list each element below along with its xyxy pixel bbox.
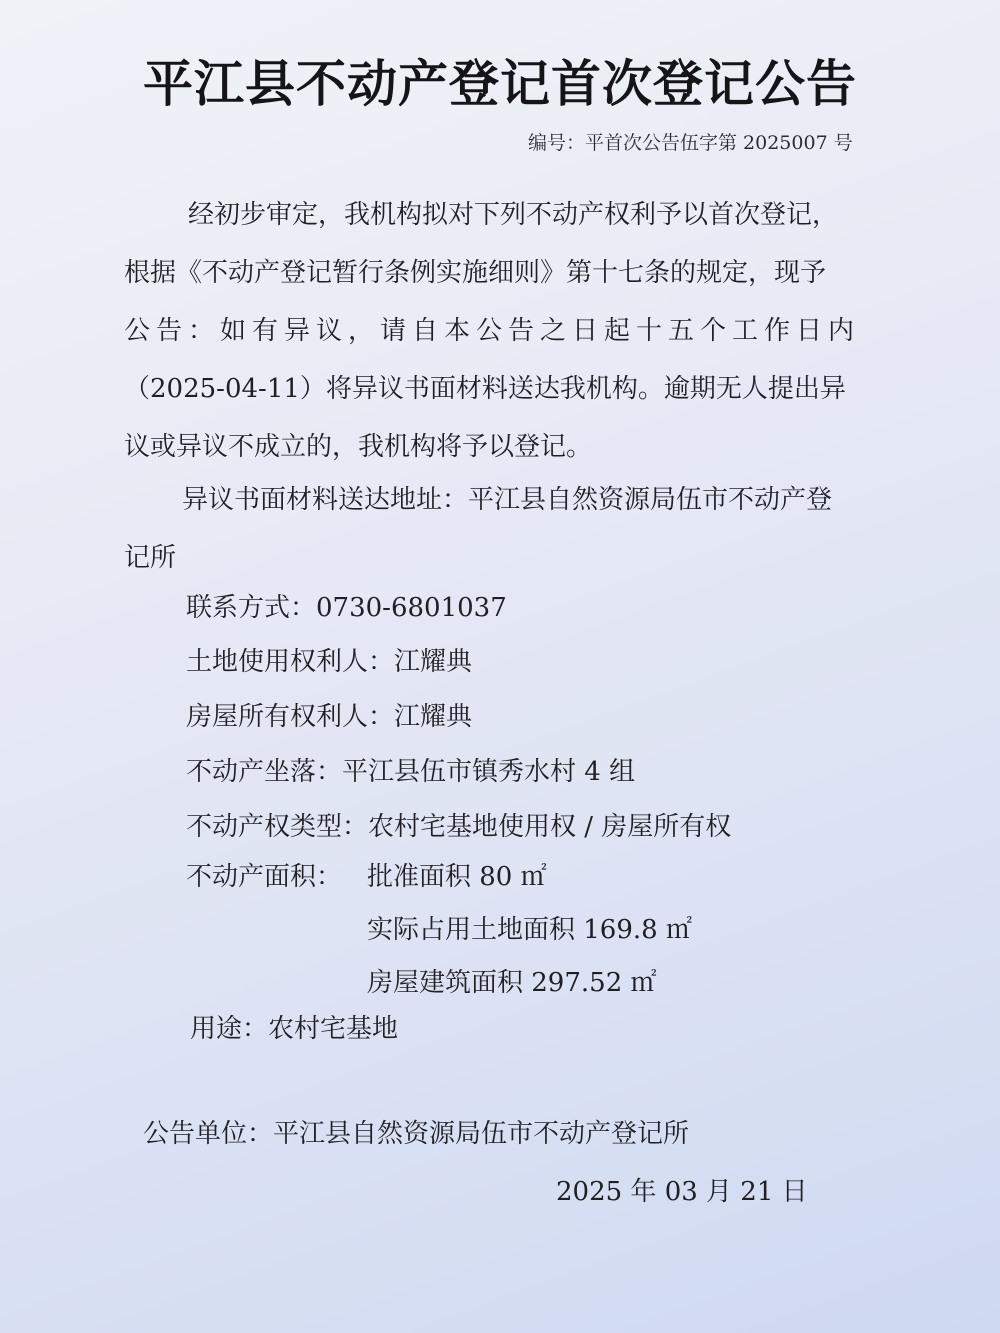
- body-line-3: 公告：如有异议，请自本公告之日起十五个工作日内: [124, 316, 854, 346]
- area-building: 房屋建筑面积 297.52 ㎡: [367, 968, 657, 998]
- area-label: 不动产面积：: [186, 862, 343, 892]
- document-number: 编号：平首次公告伍字第 2025007 号: [528, 132, 853, 154]
- body-line-4: （2025-04-11）将异议书面材料送达我机构。逾期无人提出异: [124, 374, 846, 404]
- notice-title: 平江县不动产登记首次登记公告: [143, 54, 857, 113]
- notice-date: 2025 年 03 月 21 日: [556, 1177, 808, 1207]
- address-line-2: 记所: [124, 543, 177, 573]
- contact-info: 联系方式：0730-6801037: [186, 593, 507, 623]
- area-approved: 批准面积 80 ㎡: [367, 862, 547, 892]
- house-owner: 房屋所有权利人：江耀典: [186, 702, 473, 732]
- land-right-holder: 土地使用权利人：江耀典: [186, 647, 473, 677]
- address-line-1: 异议书面材料送达地址：平江县自然资源局伍市不动产登: [182, 485, 833, 515]
- area-actual: 实际占用土地面积 169.8 ㎡: [367, 915, 692, 945]
- issuing-unit: 公告单位：平江县自然资源局伍市不动产登记所: [143, 1119, 690, 1149]
- body-line-1: 经初步审定，我机构拟对下列不动产权利予以首次登记，: [188, 200, 839, 230]
- right-type: 不动产权类型：农村宅基地使用权 / 房屋所有权: [186, 812, 732, 842]
- notice-body: [124, 186, 854, 476]
- body-line-2: 根据《不动产登记暂行条例实施细则》第十七条的规定，现予: [124, 258, 827, 288]
- body-line-5: 议或异议不成立的，我机构将予以登记。: [124, 432, 593, 462]
- property-usage: 用途：农村宅基地: [190, 1014, 399, 1044]
- property-location: 不动产坐落：平江县伍市镇秀水村 4 组: [186, 757, 636, 787]
- objection-address: [124, 471, 854, 587]
